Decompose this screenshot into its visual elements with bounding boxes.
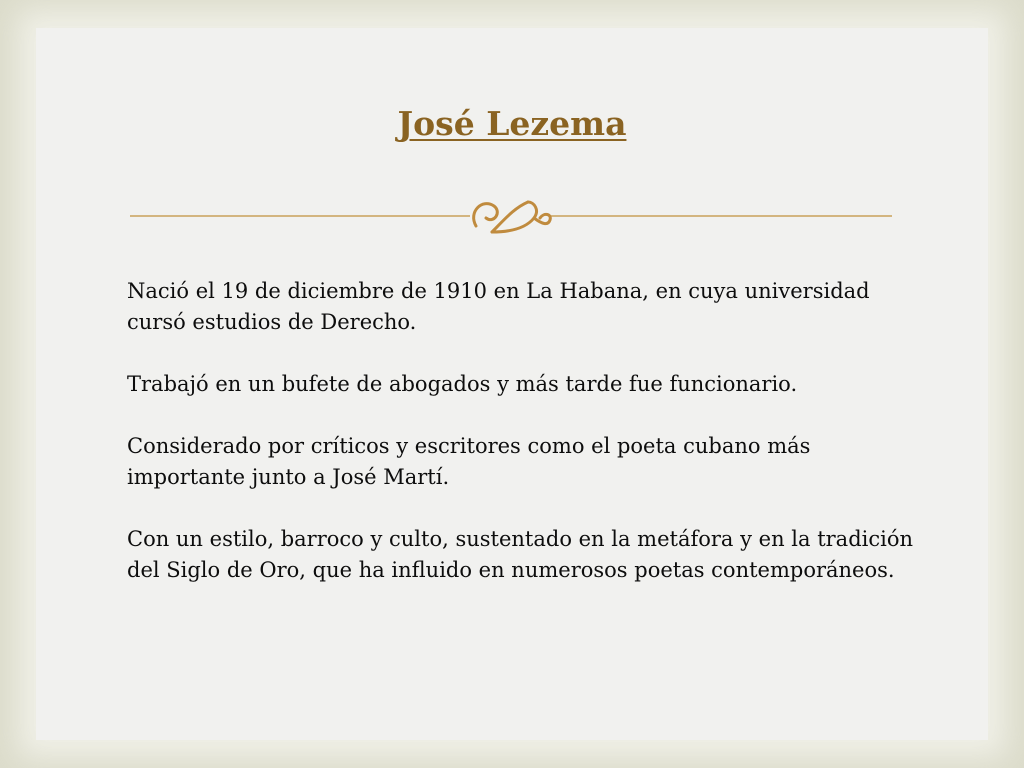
slide-body: [127, 276, 927, 617]
paragraph-birth: Nació el 19 de diciembre de 1910 en La Habana, en cuya universidad cursó estudios de Derecho.: [127, 279, 870, 334]
slide-title-text: José Lezema: [397, 104, 627, 143]
paragraph-work: Trabajó en un bufete de abogados y más tarde fue funcionario.: [127, 372, 798, 396]
title-divider: [130, 190, 892, 242]
slide-title: [0, 102, 1024, 146]
paragraph-importance: Considerado por críticos y escritores como el poeta cubano más importante junto a José Martí.: [127, 434, 811, 489]
scroll-flourish-icon: [474, 202, 551, 232]
paragraph-style: Con un estilo, barroco y culto, sustentado en la metáfora y en la tradición del Siglo de Oro, que ha influido en numerosos poetas contemporáneos.: [127, 527, 914, 582]
